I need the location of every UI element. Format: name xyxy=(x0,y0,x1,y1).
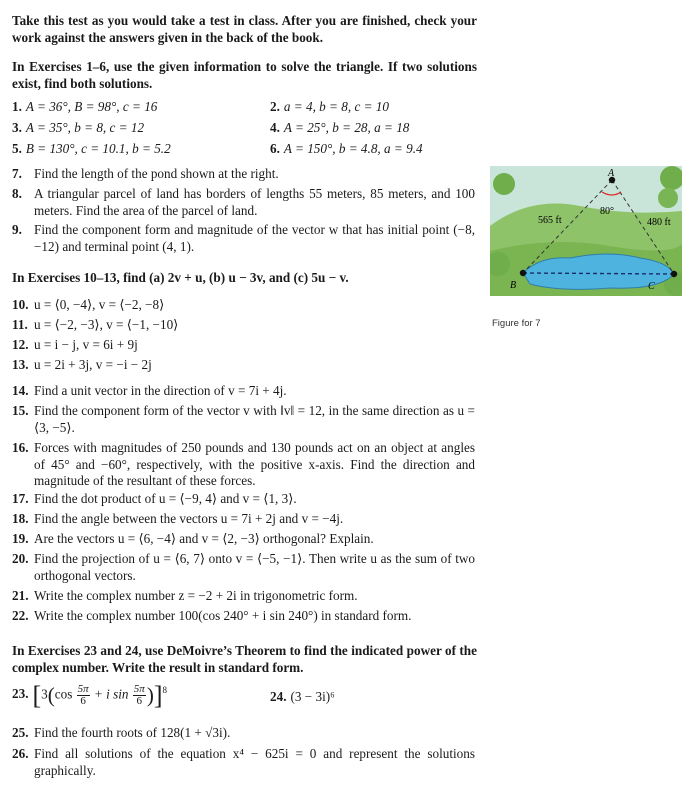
exercise-10: 10. u = ⟨0, −4⟩, v = ⟨−2, −8⟩ xyxy=(12,297,165,312)
figure-caption: Figure for 7 xyxy=(492,318,541,329)
exercise-25: 25. Find the fourth roots of 128(1 + √3i). xyxy=(12,725,231,740)
exercise-21: 21. Write the complex number z = −2 + 2i in trigonometric form. xyxy=(12,588,358,603)
label-a: A xyxy=(608,168,615,179)
exercise-1: 1. A = 36°, B = 98°, c = 16 xyxy=(12,99,158,114)
fraction: $\frac{5\pi}{6}$ xyxy=(77,682,89,707)
exercise-17: 17. Find the dot product of u = ⟨−9, 4⟩ and v = ⟨1, 3⟩. xyxy=(12,491,297,506)
exercise-15: 15. Find the component form of the vector v with ‖v‖ = 12, in the same direction as u = ⟨3, −5⟩. xyxy=(12,403,475,435)
exercise-14: 14. Find a unit vector in the direction of v = 7i + 4j. xyxy=(12,383,287,398)
exercise-23: 23. [3(cos $\frac{5\pi}{6}$ + i sin $\frac{5\pi}{6}$ )]$^8$ xyxy=(12,680,167,710)
pond-figure xyxy=(490,166,682,296)
section-heading-23-24: In Exercises 23 and 24, use DeMoivre’s Theorem to find the indicated power of the complex number. Write the result in standard form. xyxy=(12,643,477,675)
fraction: $\frac{5\pi}{6}$ xyxy=(133,682,145,707)
exercise-row-23-24 xyxy=(12,682,477,712)
exercise-3: 3. A = 35°, b = 8, c = 12 xyxy=(12,120,145,135)
exercise-2: 2. a = 4, b = 8, c = 10 xyxy=(270,99,389,114)
exercise-19: 19. Are the vectors u = ⟨6, −4⟩ and v = ⟨2, −3⟩ orthogonal? Explain. xyxy=(12,531,374,546)
section-heading-10-13: In Exercises 10–13, find (a) 2v + u, (b) u − 3v, and (c) 5u − v. xyxy=(12,270,349,285)
exercise-20: 20. Find the projection of u = ⟨6, 7⟩ onto v = ⟨−5, −1⟩. Then write u as the sum of two orthogonal vectors. xyxy=(12,551,475,583)
bush xyxy=(658,188,678,208)
exercise-11: 11. u = ⟨−2, −3⟩, v = ⟨−1, −10⟩ xyxy=(12,317,179,332)
label-480ft: 480 ft xyxy=(647,217,671,228)
label-565ft: 565 ft xyxy=(538,215,562,226)
bush xyxy=(493,173,515,195)
exercise-12: 12. u = i − j, v = 6i + 9j xyxy=(12,337,138,352)
exercise-7: 7. Find the length of the pond shown at the right. xyxy=(12,166,279,181)
label-b: B xyxy=(510,280,517,291)
exercise-4: 4. A = 25°, b = 28, a = 18 xyxy=(270,120,410,135)
exercise-24: 24. (3 − 3i)⁶ xyxy=(270,689,335,704)
exercise-18: 18. Find the angle between the vectors u = 7i + 2j and v = −4j. xyxy=(12,511,344,526)
exercise-26: 26. Find all solutions of the equation x⁴ − 625i = 0 and represent the solutions graphically. xyxy=(12,746,475,778)
point-c xyxy=(671,271,677,277)
exercise-6: 6. A = 150°, b = 4.8, a = 9.4 xyxy=(270,141,423,156)
section-heading-1-6: In Exercises 1–6, use the given information to solve the triangle. If two solutions exist, find both solutions. xyxy=(12,59,477,91)
exercise-8: 8. A triangular parcel of land has borders of lengths 55 meters, 85 meters, and 100 meters. Find the area of the parcel of land. xyxy=(12,186,475,218)
instructions: Take this test as you would take a test in class. After you are finished, check your work against the answers given in the back of the book. xyxy=(12,13,477,45)
label-c: C xyxy=(648,281,655,292)
exercise-9: 9. Find the component form and magnitude of the vector w that has initial point (−8, −12) and terminal point (4, 1). xyxy=(12,222,475,254)
point-b xyxy=(520,270,526,276)
exercise-16: 16. Forces with magnitudes of 250 pounds and 130 pounds act on an object at angles of 45° and −60°, respectively, with the positive x-axis. Find the direction and magnitude of the resultant of these forces. xyxy=(12,440,475,488)
exercise-22: 22. Write the complex number 100(cos 240° + i sin 240°) in standard form. xyxy=(12,608,412,623)
exercise-13: 13. u = 2i + 3j, v = −i − 2j xyxy=(12,357,152,372)
label-angle: 80° xyxy=(600,206,614,217)
exercise-5: 5. B = 130°, c = 10.1, b = 5.2 xyxy=(12,141,171,156)
